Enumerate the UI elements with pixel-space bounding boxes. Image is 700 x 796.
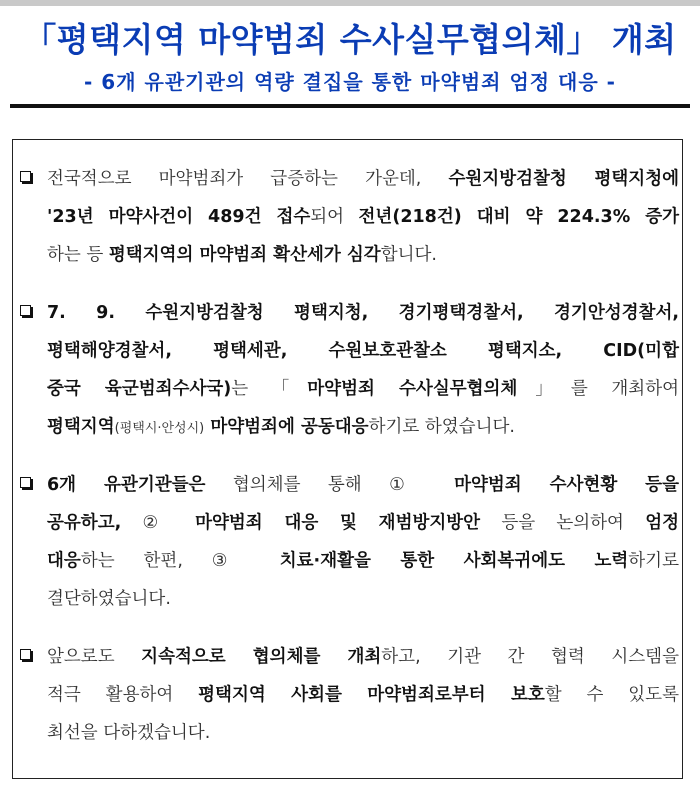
text-run: 적극 활용하여 (47, 685, 199, 705)
text-line (47, 160, 679, 198)
text-run-bold: 6개 유관기관들은 (47, 475, 206, 495)
paragraph-text (47, 466, 679, 618)
page-title: 「평택지역 마약범죄 수사실무협의체」 개최 (23, 20, 677, 59)
text-run: 전국적으로 마약범죄가 급증하는 가운데, (47, 169, 449, 189)
text-run-bold: 평택지역 (47, 417, 115, 437)
checkbox-bullet-icon (20, 305, 31, 316)
text-run-bold: 공유하고, (47, 513, 122, 533)
text-run-bold: 마약범죄 대응 및 재범방지방안 (195, 513, 481, 533)
checkbox-bullet-icon (20, 477, 31, 488)
text-run-bold: 평택해양경찰서, 평택세관, 수원보호관찰소 평택지소, CID(미합 (47, 341, 679, 361)
text-run-bold: 평택지역의 마약범죄 확산세가 심각 (108, 245, 381, 265)
header-divider (10, 104, 690, 108)
text-line (47, 542, 679, 580)
text-run: 할 수 있도록 (544, 685, 679, 705)
top-rule (0, 0, 700, 6)
text-line (47, 638, 679, 676)
text-run-small: (평택시·안성시) (114, 421, 205, 436)
text-run: 합니다. (380, 245, 437, 265)
text-line (47, 408, 679, 446)
text-run: ② (121, 513, 196, 533)
text-line (47, 676, 679, 714)
text-line (47, 198, 679, 236)
text-run: 하기로 하였습니다. (368, 417, 515, 437)
text-run: 앞으로도 (47, 647, 142, 667)
text-line (47, 714, 679, 752)
text-run: 는 「 (231, 379, 308, 399)
text-run-bold: 치료·재활을 통한 사회복귀에도 노력 (279, 551, 629, 571)
text-run-bold: 평택지역 사회를 마약범죄로부터 보호 (198, 685, 545, 705)
text-line (47, 236, 679, 274)
checkbox-bullet-icon (20, 171, 31, 182)
page-subtitle: - 6개 유관기관의 역량 결집을 통한 마약범죄 엄정 대응 - (84, 70, 616, 94)
text-line (47, 504, 679, 542)
text-run: 등을 논의하여 (480, 513, 646, 533)
text-run: 되어 (310, 207, 359, 227)
text-run: 하는 한편, ③ (80, 551, 280, 571)
text-run: 하고, 기관 간 협력 시스템을 (381, 647, 679, 667)
text-run-bold: 지속적으로 협의체를 개최 (141, 647, 382, 667)
text-run: 결단하였습니다. (47, 589, 171, 609)
text-run: 하는 등 (47, 245, 109, 265)
paragraph-text (47, 638, 679, 752)
text-line (47, 466, 679, 504)
text-run-bold: 중국 육군범죄수사국) (47, 379, 232, 399)
text-run: 하기로 (628, 551, 679, 571)
text-line (47, 294, 679, 332)
text-run-bold: 마약범죄 수사실무협의체 (307, 379, 518, 399)
text-run-bold: 수원지방검찰청 평택지청에 (448, 169, 680, 189)
text-line (47, 580, 679, 618)
text-run-bold: 마약범죄에 공동대응 (204, 417, 369, 437)
text-line (47, 332, 679, 370)
text-line (47, 370, 679, 408)
text-run-bold: 대응 (47, 551, 81, 571)
text-run-bold: '23년 마약사건이 489건 접수 (47, 207, 311, 227)
paragraph-text (47, 294, 679, 446)
text-run-bold: 7. 9. 수원지방검찰청 평택지청, 경기평택경찰서, 경기안성경찰서, (47, 303, 679, 323)
text-run-bold: 엄정 (645, 513, 679, 533)
text-run: 」를 개최하여 (517, 379, 680, 399)
text-run-bold: 마약범죄 수사현황 등을 (454, 475, 679, 495)
text-run: 협의체를 통해 ① (205, 475, 455, 495)
paragraph-text (47, 160, 679, 274)
text-run: 최선을 다하겠습니다. (47, 723, 211, 743)
checkbox-bullet-icon (20, 649, 31, 660)
text-run-bold: 전년(218건) 대비 약 224.3% 증가 (358, 207, 679, 227)
